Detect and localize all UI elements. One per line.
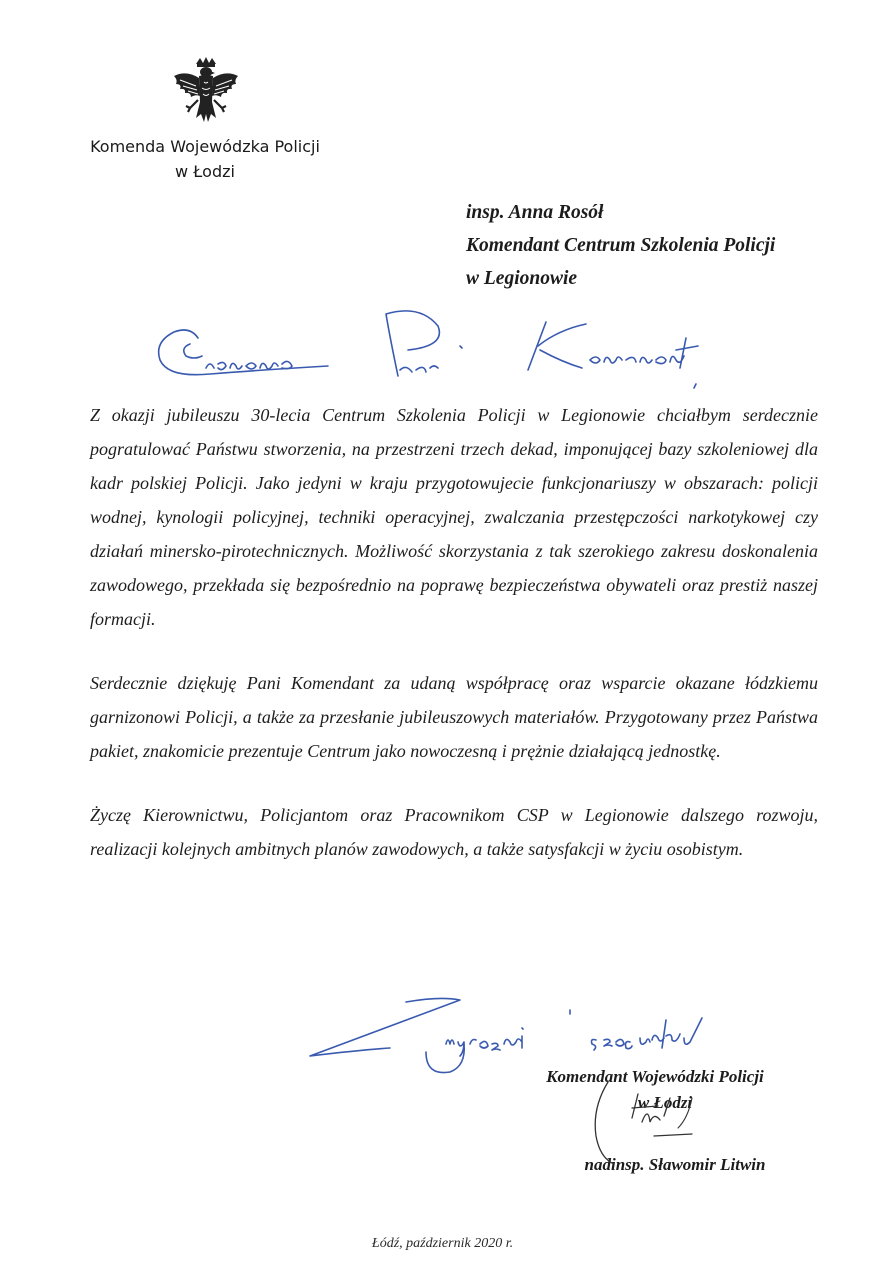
issuer-organization: Komenda Wojewódzka Policji	[90, 137, 320, 156]
polish-eagle-emblem-icon	[168, 56, 244, 136]
addressee-name: insp. Anna Rosół	[466, 202, 604, 223]
handwritten-signature-icon	[588, 1078, 708, 1168]
issuer-city: w Łodzi	[175, 162, 235, 181]
signatory-name: nadinsp. Sławomir Litwin	[584, 1155, 766, 1174]
place-date-footer: Łódź, październik 2020 r.	[371, 1236, 514, 1251]
signatory-title: Komendant Wojewódzki Policji	[546, 1067, 764, 1086]
letter-body	[90, 398, 818, 866]
issuer-block	[60, 134, 350, 184]
body-paragraph-1: Z okazji jubileuszu 30-lecia Centrum Szkolenia Policji w Legionowie chciałbym serdecznie pogratulować Państwu stworzenia, na przestrzeni trzech dekad, imponującej bazy szkoleniowej dla kadr polskiej Policji. Jako jedyni w kraju przygotowujecie funkcjonariuszy w obszarach: policji wodnej, kynologii policyjnej, techniki operacyjnej, zwalczania przestępczości narkotykowej czy działań minersko-pirotechnicznych. Możliwość skorzystania z tak szerokiego zakresu doskonalenia zawodowego, przekłada się bezpośrednio na poprawę bezpieczeństwa obywateli oraz prestiż naszej formacji.	[90, 405, 818, 629]
handwritten-salutation	[150, 298, 710, 398]
addressee-block	[466, 196, 775, 295]
addressee-position: Komendant Centrum Szkolenia Policji	[466, 235, 776, 256]
addressee-location: w Legionowie	[466, 268, 578, 289]
body-paragraph-3: Życzę Kierownictwu, Policjantom oraz Pracownikom CSP w Legionowie dalszego rozwoju, realizacji kolejnych ambitnych planów zawodowych, a także satysfakcji w życiu osobistym.	[90, 805, 818, 859]
signatory-city: w Łodzi	[637, 1093, 693, 1112]
body-paragraph-2: Serdecznie dziękuję Pani Komendant za udaną współpracę oraz wsparcie okazane łódzkiemu garnizonowi Policji, a także za przesłanie jubileuszowych materiałów. Przygotowany przez Państwa pakiet, znakomicie prezentuje Centrum jako nowoczesną i prężnie działającą jednostkę.	[90, 673, 818, 761]
